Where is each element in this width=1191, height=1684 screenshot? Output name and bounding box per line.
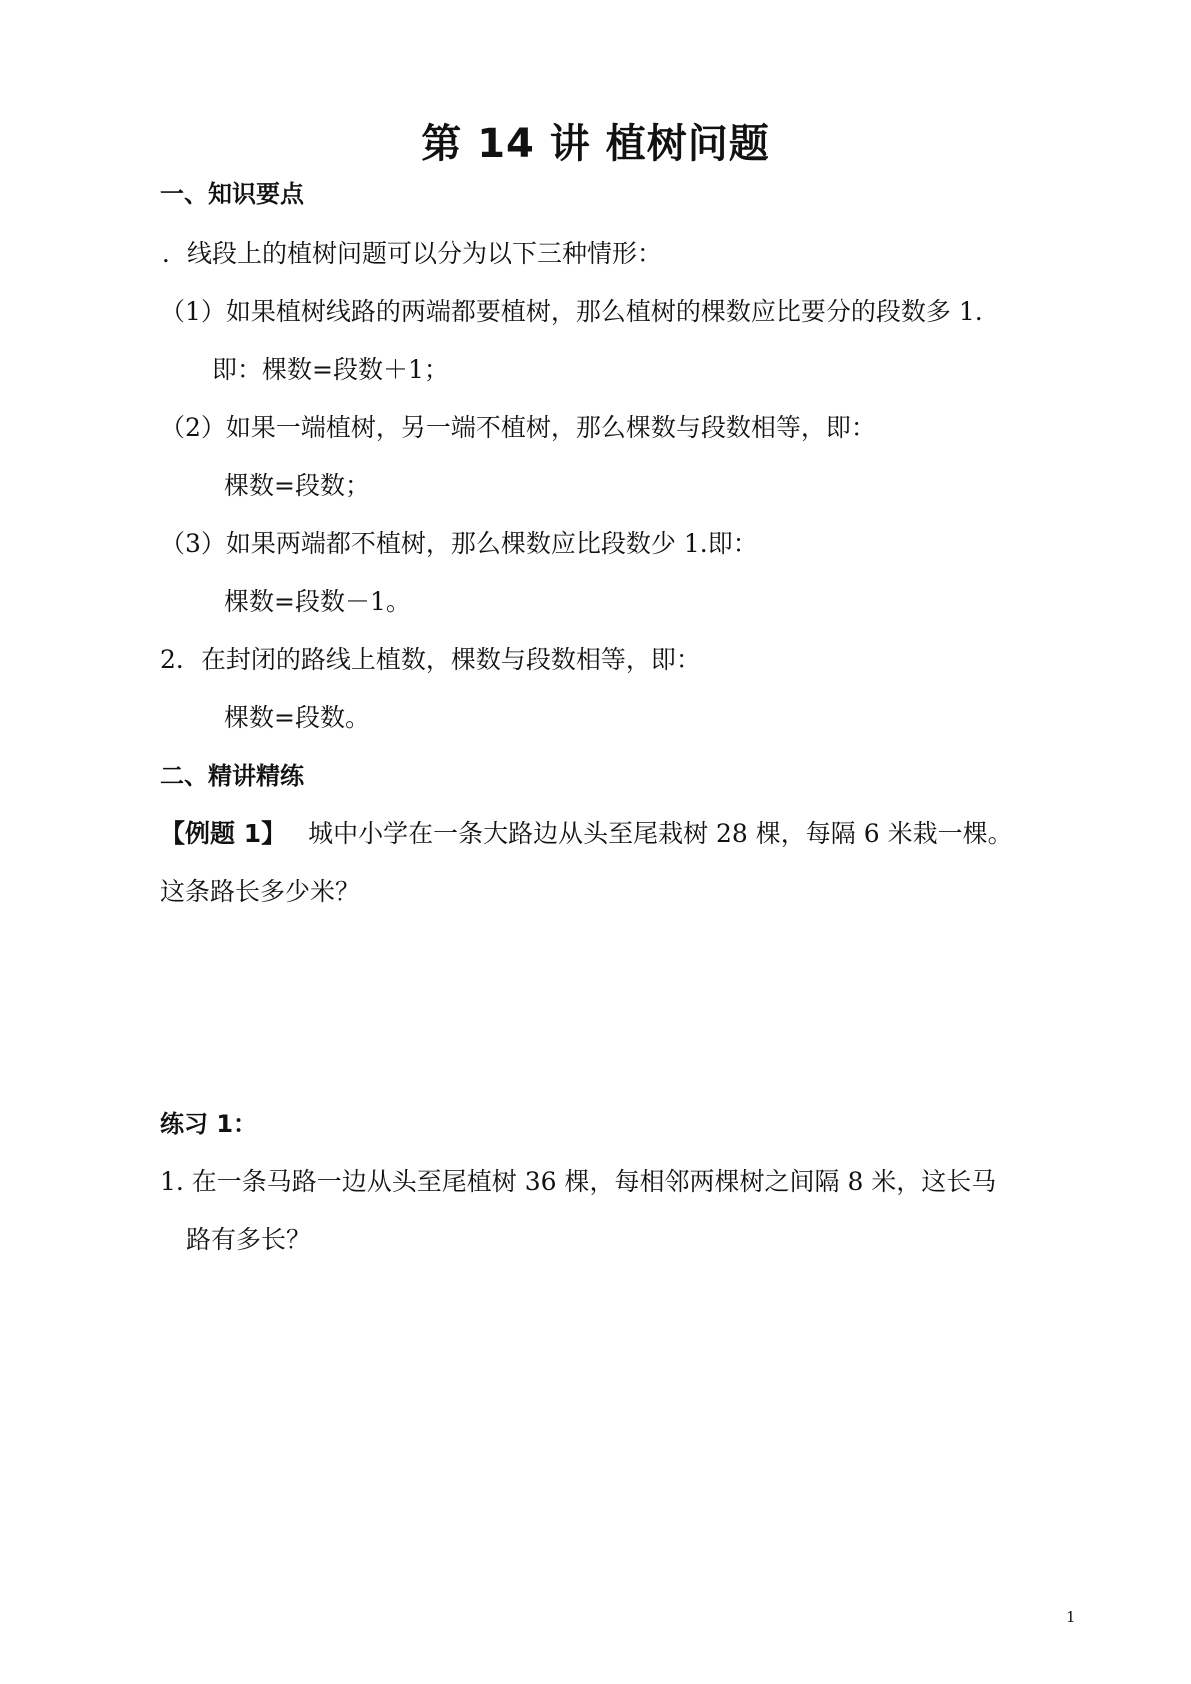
case-3-formula: 棵数=段数－1。 [224,587,411,616]
case-2 [160,412,876,444]
example-1-label: 【例题 1】 [160,819,287,848]
page-number: 1 [1066,1608,1076,1626]
practice-1-item-1: 1. 在一条马路一边从头至尾植树 36 棵，每相邻两棵树之间隔 8 米，这长马 [160,1167,997,1196]
case-2-label: （2） [160,413,226,442]
section-heading-knowledge-points: 一、知识要点 [160,180,304,208]
example-1-text-line2: 这条路长多少米？ [160,877,361,906]
point-2-text: 2．在封闭的路线上植数，棵数与段数相等，即： [160,645,701,674]
point-2-formula: 棵数=段数。 [224,703,370,732]
practice-1-heading: 练习 1： [160,1110,258,1138]
case-1-text: 如果植树线路的两端都要植树，那么植树的棵数应比要分的段数多 1. [225,297,983,326]
example-1-text: 城中小学在一条大路边从头至尾栽树 28 棵，每隔 6 米栽一棵。 [308,819,1013,848]
case-1-label: （1） [160,297,226,326]
section-heading-lecture-practice: 二、精讲精练 [160,762,304,790]
case-2-text: 如果一端植树，另一端不植树，那么棵数与段数相等，即： [225,413,876,442]
intro-text: ．线段上的植树问题可以分为以下三种情形： [162,239,663,268]
case-1 [160,296,983,328]
case-3-label: （3） [160,529,226,558]
case-3-text: 如果两端都不植树，那么棵数应比段数少 1.即： [225,529,758,558]
case-3 [160,528,758,560]
practice-1-item-1-line2: 路有多长？ [186,1225,312,1254]
example-1 [160,818,1013,850]
page-title: 第 14 讲 植树问题 [421,121,770,167]
case-2-formula: 棵数=段数； [224,471,370,500]
case-1-formula: 即：棵数=段数＋1； [212,355,449,384]
